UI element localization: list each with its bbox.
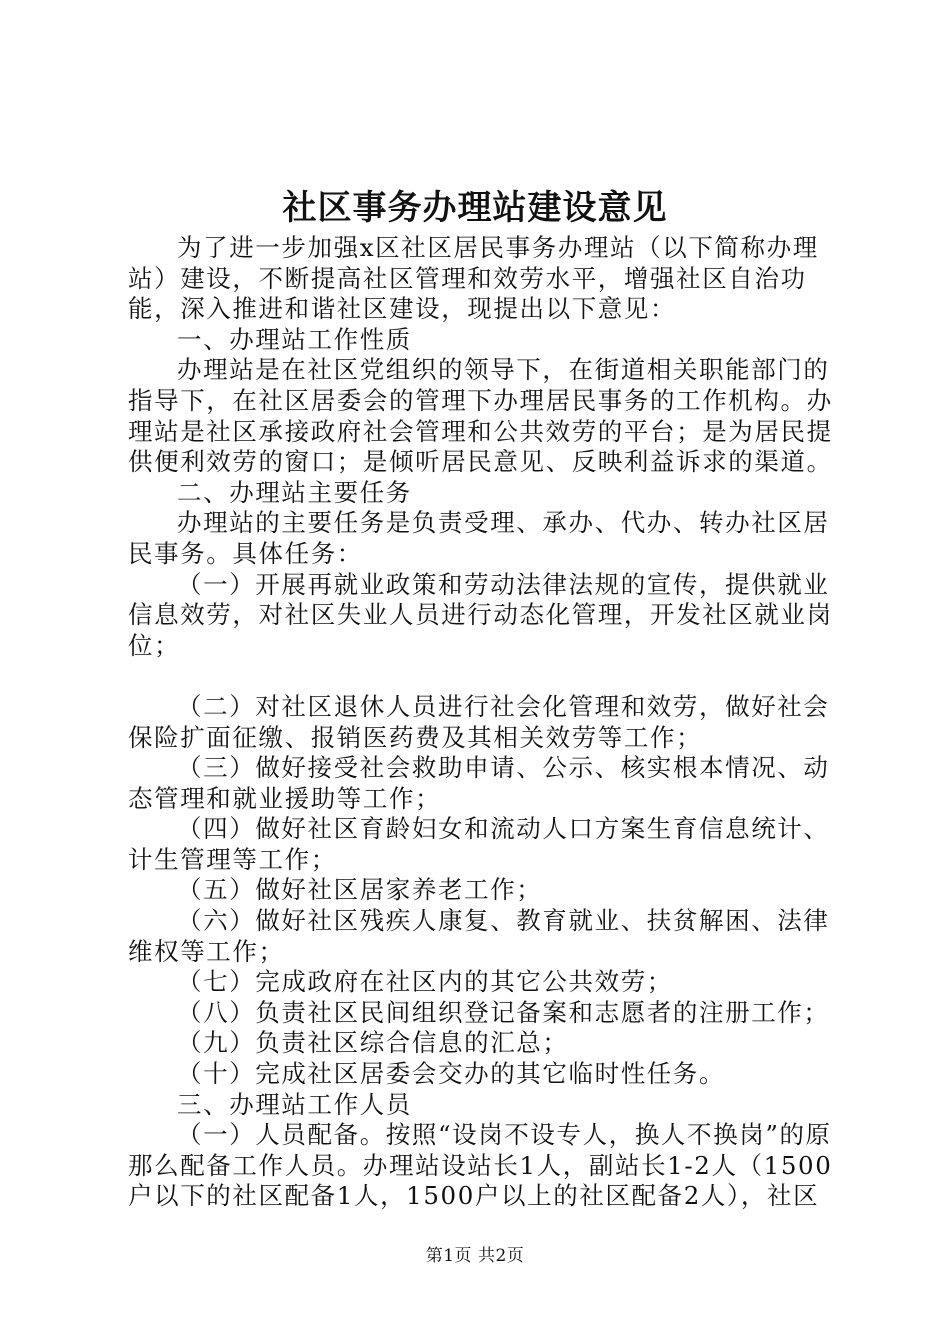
task-item-6: （六）做好社区残疾人康复、教育就业、扶贫解困、法律维权等工作； <box>128 906 830 966</box>
task-item-2: （二）对社区退休人员进行社会化管理和效劳，做好社会保险扩面征缴、报销医药费及其相关效劳等工作； <box>128 691 830 752</box>
task-item-1: （一）开展再就业政策和劳动法律法规的宣传，提供就业信息效劳，对社区失业人员进行动态化管理，开发社区就业岗位； <box>128 569 833 660</box>
section-2-paragraph: 办理站的主要任务是负责受理、承办、代办、转办社区居民事务。具体任务： <box>128 508 830 568</box>
section-heading-3: 三、办理站工作人员 <box>177 1089 412 1119</box>
task-item-7: （七）完成政府在社区内的其它公共效劳； <box>177 967 673 997</box>
task-item-5: （五）做好社区居家养老工作； <box>177 875 543 905</box>
intro-paragraph: 为了进一步加强x区社区居民事务办理站（以下简称办理站）建设，不断提高社区管理和效劳水平，增强社区自治功能，深入推进和谐社区建设，现提出以下意见： <box>128 233 819 324</box>
section-heading-1: 一、办理站工作性质 <box>177 324 412 354</box>
section-3-paragraph: （一）人员配备。按照“设岗不设专人，换人不换岗”的原那么配备工作人员。办理站设站长1人，副站长1-2人（1500户以下的社区配备1人，1500户以上的社区配备2人），社区 <box>128 1120 833 1211</box>
section-heading-2: 二、办理站主要任务 <box>177 477 412 507</box>
task-item-8: （八）负责社区民间组织登记备案和志愿者的注册工作； <box>177 997 830 1027</box>
task-item-10: （十）完成社区居委会交办的其它临时性任务。 <box>177 1059 726 1089</box>
page-number: 第1页 共2页 <box>425 1246 525 1266</box>
task-item-4: （四）做好社区育龄妇女和流动人口方案生育信息统计、计生管理等工作； <box>128 814 830 874</box>
document-title: 社区事务办理站建设意见 <box>282 188 668 228</box>
document-body <box>128 233 840 1212</box>
task-item-9: （九）负责社区综合信息的汇总； <box>177 1028 569 1058</box>
task-item-3: （三）做好接受社会救助申请、公示、核实根本情况、动态管理和就业援助等工作； <box>128 753 830 813</box>
section-1-paragraph: 办理站是在社区党组织的领导下，在街道相关职能部门的指导下，在社区居委会的管理下办理居民事务的工作机构。办理站是社区承接政府社会管理和公共效劳的平台；是为居民提供便利效劳的窗口；是倾听居民意见、反映利益诉求的渠道。 <box>128 355 833 477</box>
